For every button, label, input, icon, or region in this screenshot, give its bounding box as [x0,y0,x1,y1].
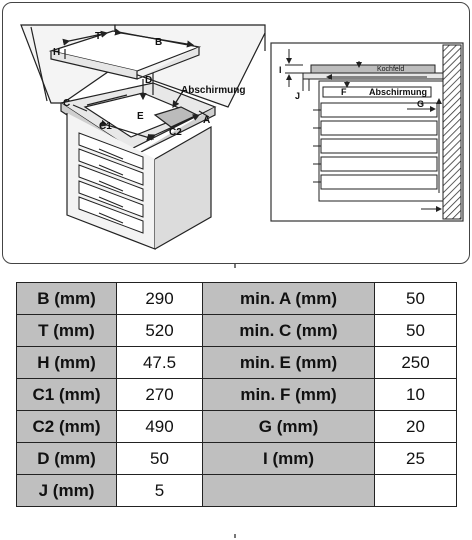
label-t: T [95,31,102,42]
label-c2: C2 [169,127,182,138]
dimension-label: I (mm) [203,443,375,475]
dimension-value: 490 [117,411,203,443]
table-row [17,379,457,411]
kitchen-3d-drawing [21,25,265,249]
dimension-value: 290 [117,283,203,315]
label-b: B [155,37,163,48]
table-row [17,475,457,507]
label-f: F [341,87,347,97]
dimension-value: 250 [375,347,457,379]
installation-diagram [3,3,469,263]
dimensions-table [16,282,457,507]
label-g: G [417,99,425,109]
dimension-value: 10 [375,379,457,411]
label-abschirmung-section: Abschirmung [369,87,428,97]
empty-cell [203,475,375,507]
dimension-label: min. A (mm) [203,283,375,315]
label-c: C [63,98,71,109]
dimension-value: 25 [375,443,457,475]
label-j: J [295,91,301,101]
dimension-label: T (mm) [17,315,117,347]
label-abschirmung: Abschirmung [181,85,246,96]
table-row [17,347,457,379]
dimension-value: 5 [117,475,203,507]
dimension-label: D (mm) [17,443,117,475]
cross-section-drawing [271,43,463,221]
table-row [17,283,457,315]
dimension-value: 50 [375,283,457,315]
dimension-label: min. E (mm) [203,347,375,379]
dimension-label: C2 (mm) [17,411,117,443]
dimension-value: 520 [117,315,203,347]
dimension-value: 50 [375,315,457,347]
empty-cell [375,475,457,507]
dimension-label: J (mm) [17,475,117,507]
dimension-label: G (mm) [203,411,375,443]
label-i: I [279,65,282,75]
dimension-label: min. F (mm) [203,379,375,411]
dimension-label: C1 (mm) [17,379,117,411]
label-a: A [203,115,211,126]
dimension-value: 270 [117,379,203,411]
label-c1: C1 [99,121,112,132]
dimension-value: 50 [117,443,203,475]
dimension-label: B (mm) [17,283,117,315]
divider-tick-top [234,264,236,268]
table-row [17,411,457,443]
divider-tick-bottom [234,534,236,538]
dimension-label: min. C (mm) [203,315,375,347]
label-d: D [145,75,153,86]
table-row [17,443,457,475]
label-h: H [53,47,61,58]
installation-diagram-panel [2,2,470,264]
label-kochfeld: Kochfeld [377,66,405,73]
dimension-value: 20 [375,411,457,443]
label-e: E [137,111,144,122]
table-row [17,315,457,347]
dimension-label: H (mm) [17,347,117,379]
dimension-value: 47.5 [117,347,203,379]
